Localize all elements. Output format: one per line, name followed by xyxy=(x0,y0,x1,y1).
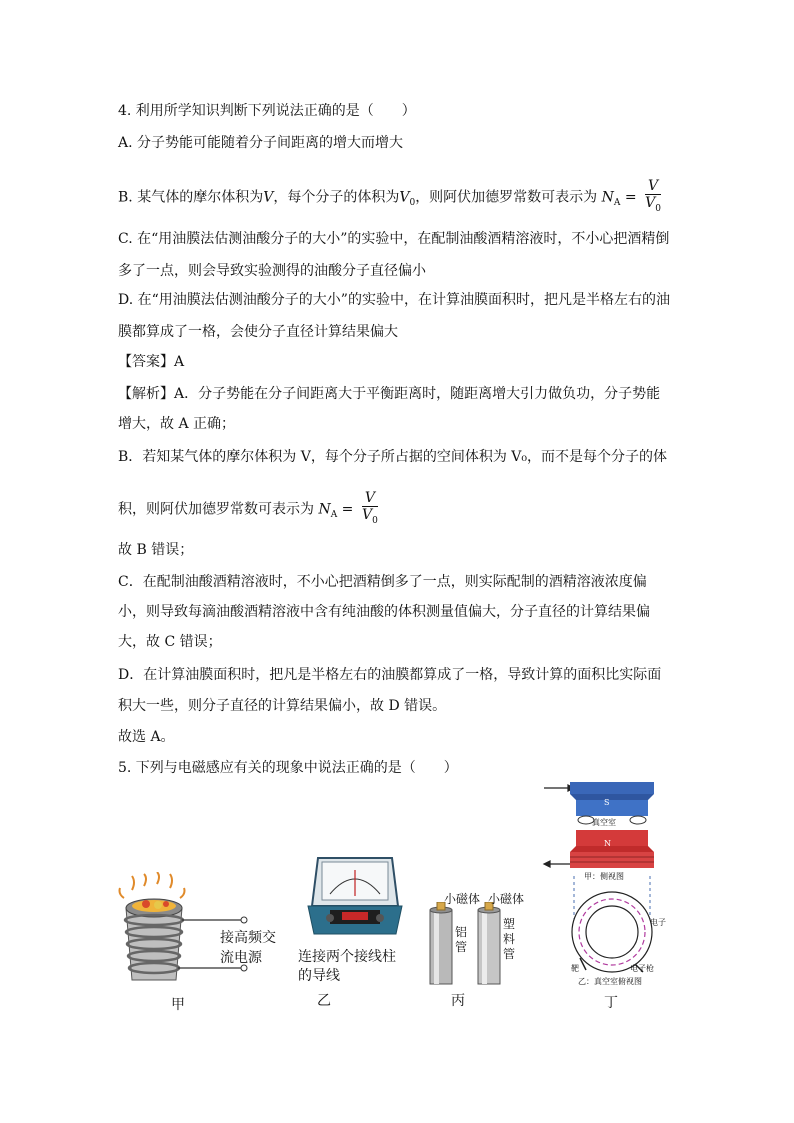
q4-option-c-1: C. 在“用油膜法估测油酸分子的大小”的实验中，在配制油酸酒精溶液时，不小心把酒精倒 xyxy=(118,231,670,247)
figure-jia-caption: 甲 xyxy=(171,997,185,1013)
q4-option-b-pre: B. 某气体的摩尔体积为 xyxy=(118,189,264,206)
figure-jia-label-2: 流电源 xyxy=(220,950,262,966)
formula-den-v: V xyxy=(645,195,656,211)
q4-option-d-1: D. 在“用油膜法估测油酸分子的大小”的实验中，在计算油膜面积时，把凡是半格左右的油 xyxy=(118,292,670,308)
figure-ding-gun: 电子枪 xyxy=(630,964,654,973)
q4-option-a: A. 分子势能可能随着分子间距离的增大而增大 xyxy=(118,135,404,151)
q4-option-b-v0-sub: 0 xyxy=(409,198,416,209)
figure-jia-label-1: 接高频交 xyxy=(220,930,276,946)
figure-ding-target: 靶 xyxy=(571,964,579,973)
formula2-den-sub: 0 xyxy=(372,515,378,526)
formula2-fraction xyxy=(362,490,378,529)
figure-bing-tube-2: 塑料管 xyxy=(503,917,516,961)
formula2-num: V xyxy=(362,490,378,507)
q4-analysis-b1: B．若知某气体的摩尔体积为 V，每个分子所占据的空间体积为 V₀，而不是每个分子的体 xyxy=(118,449,668,465)
formula2-lhs: N xyxy=(318,501,331,518)
q4-option-d-2: 膜都算成了一格，会使分子直径计算结果偏大 xyxy=(118,324,398,340)
formula-eq: = xyxy=(620,189,637,206)
q4-stem: 4. 利用所学知识判断下列说法正确的是（ ） xyxy=(118,103,416,119)
figure-bing-magnet-2: 小磁体 xyxy=(488,892,525,906)
q4-option-b xyxy=(118,178,661,217)
figure-yi-galvanometer xyxy=(300,854,410,944)
q4-choose: 故选 A。 xyxy=(118,729,175,745)
figure-ding-side-view: 甲：侧视图 xyxy=(584,872,624,881)
formula-lhs-sub: A xyxy=(613,198,621,209)
q4-analysis-b2: 积，则阿伏加德罗常数可表示为 xyxy=(118,501,314,518)
q4-analysis-c3: 大，故 C 错误； xyxy=(118,634,222,650)
formula-b xyxy=(602,178,662,217)
q4-analysis-b2-row xyxy=(118,490,378,529)
figure-ding-pole-s: S xyxy=(604,798,610,807)
q4-option-b-mid2: ，则阿伏加德罗常数可表示为 xyxy=(415,189,598,206)
figure-yi-label-1: 连接两个接线柱 xyxy=(298,949,396,965)
formula-fraction xyxy=(645,178,661,217)
formula-num: V xyxy=(645,178,661,195)
figure-jia-label xyxy=(220,928,276,968)
q4-analysis-2: 增大，故 A 正确； xyxy=(118,416,236,432)
heat-waves-icon xyxy=(120,872,185,898)
q4-analysis-d1: D．在计算油膜面积时，把凡是半格左右的油膜都算成了一格，导致计算的面积比实际面 xyxy=(118,667,662,683)
q4-analysis-c1: C．在配制油酸酒精溶液时，不小心把酒精倒多了一点，则实际配制的酒精溶液浓度偏 xyxy=(118,574,647,590)
formula-den-sub: 0 xyxy=(655,203,662,214)
q4-analysis-1: 【解析】A．分子势能在分子间距离大于平衡距离时，随距离增大引力做负功，分子势能 xyxy=(118,386,661,402)
formula-den xyxy=(645,195,661,217)
figure-bing-tube-1: 铝管 xyxy=(455,925,468,954)
figure-ding-caption: 丁 xyxy=(604,995,618,1011)
figure-ding-chamber: 真空室 xyxy=(592,818,616,827)
figure-bing-magnet-1: 小磁体 xyxy=(444,892,481,906)
figure-yi-label-2: 的导线 xyxy=(298,968,340,984)
formula2-den-v: V xyxy=(361,507,373,523)
figure-ding-betatron xyxy=(540,780,685,992)
formula-lhs: N xyxy=(601,189,614,206)
formula2-lhs-sub: A xyxy=(330,510,338,521)
q4-answer: 【答案】A xyxy=(118,354,185,370)
figure-bing-caption: 丙 xyxy=(451,993,465,1009)
formula2-den xyxy=(362,507,378,529)
figure-yi-label xyxy=(298,948,396,986)
figure-ding-pole-n: N xyxy=(604,839,611,848)
formula-b2 xyxy=(318,490,378,529)
figure-ding-top-view: 乙：真空室俯视图 xyxy=(578,977,642,986)
q4-option-c-2: 多了一点，则会导致实验测得的油酸分子直径偏小 xyxy=(118,263,426,279)
q4-analysis-b3: 故 B 错误； xyxy=(118,542,194,558)
q4-option-b-mid1: ，每个分子的体积为 xyxy=(273,189,400,206)
figure-yi-caption: 乙 xyxy=(317,993,331,1009)
figure-bing-tubes xyxy=(428,902,508,986)
formula2-eq: = xyxy=(337,501,354,518)
q4-option-b-v: V xyxy=(263,189,274,206)
q4-option-b-v0: V xyxy=(399,189,410,206)
q4-analysis-d2: 积大一些，则分子直径的计算结果偏小，故 D 错误。 xyxy=(118,698,447,714)
q5-stem: 5. 下列与电磁感应有关的现象中说法正确的是（ ） xyxy=(118,760,458,776)
q4-analysis-c2: 小，则导致每滴油酸酒精溶液中含有纯油酸的体积测量值偏大，分子直径的计算结果偏 xyxy=(118,604,650,620)
figure-ding-electron: 电子 xyxy=(650,918,666,927)
